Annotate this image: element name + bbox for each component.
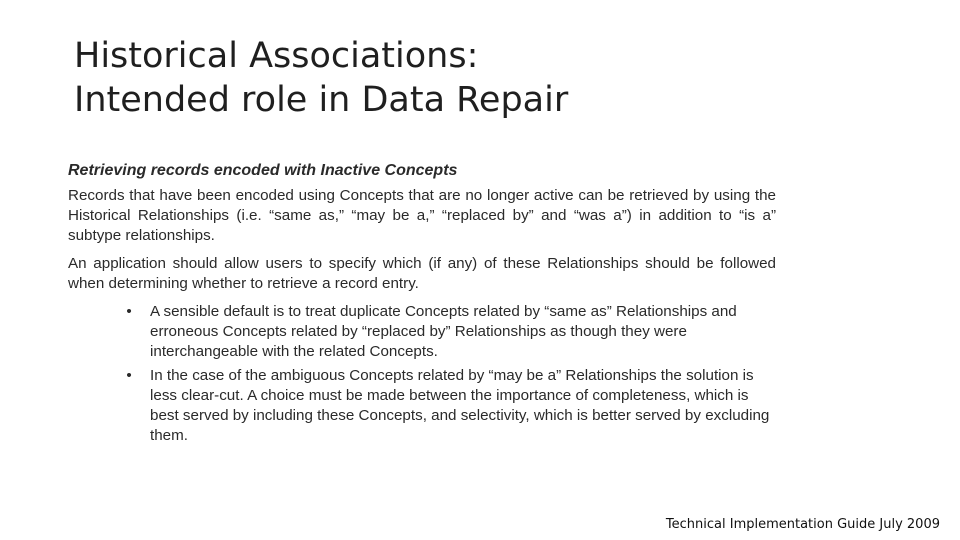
list-item-text: A sensible default is to treat duplicate Concepts related by “same as” Relationships and erroneous Concepts related by “replaced by” Relationships as though they were interchangeable with the related Concepts. — [150, 303, 737, 360]
slide-title — [74, 34, 894, 122]
excerpt-paragraph-1: Records that have been encoded using Concepts that are no longer active can be retrieved by using the Historical Relationships (i.e. “same as,” “may be a,” “replaced by” and “was a”) in addition to “is a” subtype relationships. — [68, 187, 776, 244]
excerpt-heading: Retrieving records encoded with Inactive Concepts — [68, 162, 458, 179]
slide-title-line-2: Intended role in Data Repair — [74, 80, 569, 120]
excerpt-paragraph-2: An application should allow users to specify which (if any) of these Relationships should be followed when determining whether to retrieve a record entry. — [68, 255, 776, 292]
bullet-icon: • — [126, 303, 132, 320]
list-item-text: In the case of the ambiguous Concepts related by “may be a” Relationships the solution is less clear-cut. A choice must be made between the importance of completeness, which is best served by including these Concepts, and selectivity, which is better served by excluding them. — [150, 367, 770, 444]
excerpt-bullet-list — [68, 302, 776, 446]
document-excerpt — [68, 160, 776, 450]
footer-source: Technical Implementation Guide July 2009 — [665, 517, 940, 532]
bullet-icon: • — [126, 367, 132, 384]
list-item — [68, 302, 776, 362]
list-item — [68, 366, 776, 446]
slide-title-line-1: Historical Associations: — [74, 36, 479, 76]
